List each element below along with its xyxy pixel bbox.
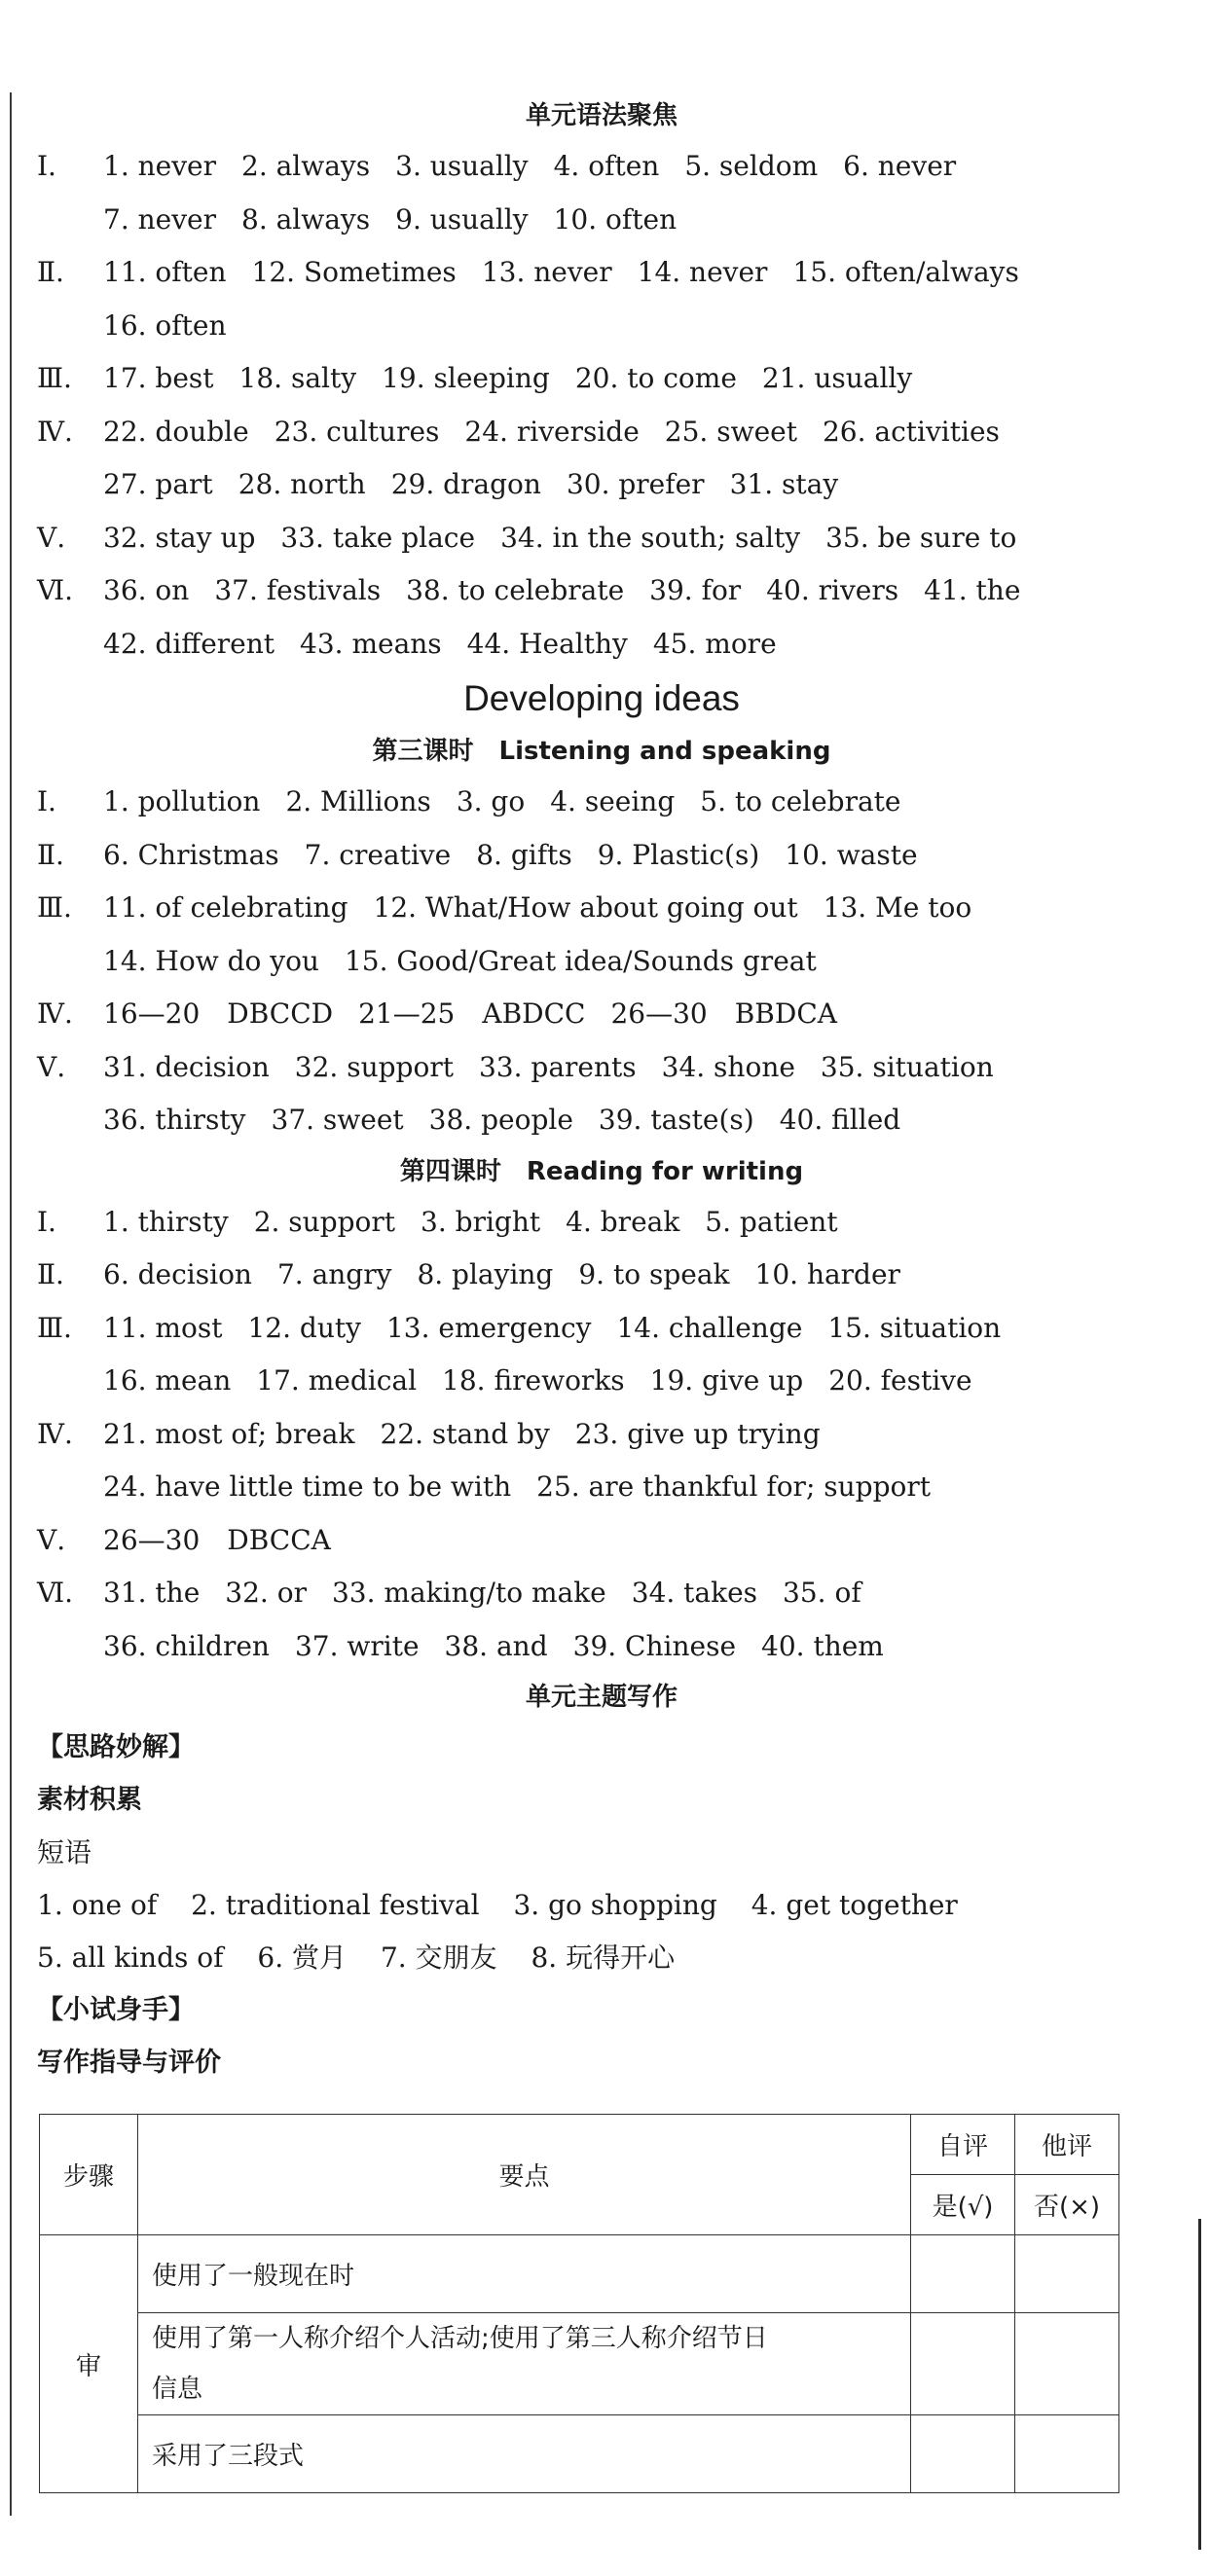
lesson3-title: 第三课时 Listening and speaking [372, 737, 831, 766]
answer-item: 39. for [649, 574, 742, 606]
roman-numeral: Ⅰ. [37, 1205, 56, 1238]
header-yes: 是(√) [911, 2175, 1015, 2235]
phrase-item: 4. get together [751, 1889, 958, 1921]
answer-item: 9. usually [395, 202, 529, 236]
answer-row [37, 1514, 1127, 1568]
answer-item: 25. are thankful for; support [536, 1470, 932, 1503]
lesson3-answers [37, 776, 1127, 1147]
answer-row [37, 300, 1127, 353]
roman-numeral: Ⅴ. [37, 1050, 66, 1083]
answer-item: 12. What/How about going out [373, 891, 798, 924]
answer-item: 22. stand by [380, 1417, 550, 1450]
answer-item: 34. shone [661, 1050, 795, 1083]
answer-item: 37. sweet [271, 1104, 404, 1136]
answer-item: 36. thirsty [103, 1104, 246, 1136]
answer-item: 20. to come [574, 362, 737, 394]
developing-ideas-title: Developing ideas [463, 678, 740, 718]
right-margin-rule [1198, 2219, 1201, 2550]
answer-row [37, 1041, 1127, 1095]
answer-items [103, 1094, 926, 1147]
answer-item: 40. rivers [766, 574, 899, 606]
answer-item: 13. emergency [385, 1311, 592, 1344]
answer-item: 1. never [103, 150, 216, 182]
answer-row [37, 935, 1127, 989]
answer-item: 5. patient [705, 1205, 838, 1238]
grammar-section-title: 单元语法聚焦 [525, 101, 678, 130]
roman-numeral: Ⅵ. [37, 574, 74, 606]
answer-page [37, 91, 1127, 2089]
answer-item: 10. often [553, 202, 678, 236]
answer-row [37, 564, 1127, 618]
answer-item: 35. be sure to [825, 521, 1017, 554]
answer-row [37, 1196, 1127, 1250]
phrase-item: 6. 赏月 [257, 1941, 348, 1974]
answer-item: 33. take place [280, 521, 476, 554]
answer-item: 7. never [103, 202, 216, 236]
answer-items [103, 1461, 956, 1514]
step-cell: 审 [40, 2235, 138, 2493]
answer-item: 31. stay [729, 468, 839, 500]
answer-item: 14. How do you [103, 944, 319, 977]
phrase-item: 3. go shopping [513, 1889, 717, 1921]
answer-item: 35. of [783, 1577, 861, 1609]
answer-row [37, 352, 1127, 406]
answer-row [37, 988, 1127, 1041]
answer-item: 14. challenge [616, 1311, 803, 1344]
answer-row [37, 829, 1127, 883]
answer-row [37, 194, 1127, 247]
point-text: 信息 [152, 2375, 203, 2404]
roman-numeral: Ⅲ. [37, 891, 72, 924]
answer-items [103, 1620, 909, 1674]
phrase-line-1 [37, 1879, 1127, 1932]
answer-item: 3. bright [421, 1205, 541, 1238]
roman-numeral: Ⅴ. [37, 521, 66, 554]
answer-item: 5. seldom [684, 150, 819, 182]
answer-item: 1. thirsty [103, 1205, 229, 1238]
answer-item: 8. gifts [476, 838, 572, 871]
answer-item: 19. give up [649, 1364, 804, 1397]
answer-item: 42. different [103, 627, 275, 660]
answer-item: 13. never [481, 256, 612, 288]
answer-row [37, 618, 1127, 671]
header-self-eval: 自评 [911, 2115, 1015, 2175]
roman-numeral: Ⅳ. [37, 415, 73, 448]
answer-item: 25. sweet [664, 415, 797, 448]
point-text: 使用了第一人称介绍个人活动;使用了第三人称介绍节日 [152, 2324, 768, 2353]
answer-items [103, 406, 1025, 459]
answer-item: 11. most [103, 1311, 223, 1344]
answer-item: 8. always [241, 202, 371, 236]
header-step: 步骤 [40, 2115, 138, 2235]
answer-item: 7. creative [304, 838, 452, 871]
answer-item: 6. decision [103, 1258, 252, 1290]
answer-row [37, 1567, 1127, 1620]
peer-check-cell[interactable] [1015, 2415, 1119, 2493]
phrase-item: 1. one of [37, 1889, 158, 1921]
answer-row [37, 140, 1127, 194]
answer-item: 6. never [843, 150, 957, 182]
answer-item: 9. to speak [578, 1258, 730, 1290]
answer-items [103, 140, 981, 194]
idea-label: 【思路妙解】 [37, 1732, 195, 1762]
answer-item: 36. children [103, 1629, 270, 1662]
answer-items [103, 829, 943, 883]
answer-item: 3. usually [395, 150, 529, 182]
roman-numeral: Ⅱ. [37, 256, 64, 288]
answer-row [37, 1620, 1127, 1674]
answer-item: 11. of celebrating [103, 891, 348, 924]
answer-row [37, 1408, 1127, 1462]
roman-numeral: Ⅴ. [37, 1523, 66, 1556]
answer-item: 13. Me too [823, 891, 972, 924]
phrase-item: 7. 交朋友 [380, 1941, 497, 1974]
answer-items [103, 1041, 1019, 1095]
answer-item: 43. means [300, 627, 442, 660]
answer-items [103, 1408, 846, 1462]
answer-item: 10. harder [754, 1258, 900, 1290]
answer-item: 12. duty [247, 1311, 361, 1344]
answer-items [103, 776, 927, 829]
answer-item: 23. cultures [274, 415, 440, 448]
answer-item: 32. or [225, 1577, 307, 1609]
answer-item: 16. often [103, 308, 227, 342]
answer-item: 2. Millions [285, 785, 431, 817]
answer-items [103, 1567, 887, 1620]
answer-item: 14. never [637, 256, 768, 288]
phrase-item: 2. traditional festival [191, 1889, 480, 1921]
answer-items [103, 935, 842, 989]
answer-items [103, 882, 997, 935]
answer-item: 28. north [238, 468, 366, 500]
answer-row [37, 512, 1127, 565]
answer-item: 1. pollution [103, 785, 261, 817]
answer-items [103, 458, 863, 512]
answer-items [103, 300, 252, 353]
answer-item: 26—30 BBDCA [610, 998, 837, 1030]
roman-numeral: Ⅰ. [37, 150, 56, 182]
point-cell [138, 2313, 911, 2415]
self-check-cell[interactable] [911, 2415, 1015, 2493]
answer-item: 38. and [444, 1629, 548, 1662]
answer-item: 26—30 DBCCA [103, 1523, 331, 1556]
answer-items [103, 352, 937, 406]
answer-item: 22. double [103, 415, 249, 448]
answer-row [37, 1302, 1127, 1356]
answer-items [103, 618, 802, 671]
answer-items [103, 1355, 998, 1408]
answer-item: 18. fireworks [442, 1364, 625, 1397]
answer-item: 21. usually [761, 362, 913, 394]
roman-numeral: Ⅲ. [37, 362, 72, 394]
answer-items [103, 1196, 863, 1250]
answer-item: 33. parents [478, 1050, 637, 1083]
phrase-item: 5. all kinds of [37, 1941, 224, 1974]
header-points: 要点 [138, 2115, 911, 2235]
answer-item: 24. have little time to be with [103, 1470, 512, 1503]
answer-item: 19. sleeping [382, 362, 550, 394]
answer-item: 15. often/always [792, 256, 1019, 288]
grammar-answers [37, 140, 1127, 671]
answer-items [103, 194, 702, 247]
lesson4-answers [37, 1196, 1127, 1674]
answer-item: 7. angry [276, 1258, 392, 1290]
answer-item: 4. seeing [550, 785, 676, 817]
phrase-item: 8. 玩得开心 [531, 1941, 676, 1974]
guide-label: 写作指导与评价 [37, 2048, 221, 2078]
answer-item: 34. in the south; salty [500, 521, 801, 554]
try-label: 【小试身手】 [37, 1995, 195, 2025]
evaluation-table [39, 2114, 1119, 2493]
peer-check-cell[interactable] [1015, 2235, 1119, 2313]
answer-item: 2. support [253, 1205, 396, 1238]
answer-item: 5. to celebrate [700, 785, 901, 817]
answer-row [37, 406, 1127, 459]
answer-item: 15. Good/Great idea/Sounds great [344, 944, 817, 977]
answer-item: 34. takes [631, 1577, 758, 1609]
roman-numeral: Ⅰ. [37, 785, 56, 817]
writing-section-title: 单元主题写作 [525, 1683, 678, 1712]
answer-item: 40. them [761, 1629, 884, 1662]
answer-item: 39. Chinese [572, 1629, 737, 1662]
answer-item: 45. more [652, 627, 777, 660]
answer-item: 21—25 ABDCC [358, 998, 586, 1030]
material-label: 素材积累 [37, 1785, 142, 1815]
answer-row [37, 246, 1127, 300]
answer-item: 38. people [428, 1104, 573, 1136]
peer-check-cell[interactable] [1015, 2313, 1119, 2415]
answer-item: 11. often [103, 256, 227, 288]
answer-item: 16—20 DBCCD [103, 998, 334, 1030]
answer-item: 35. situation [820, 1050, 994, 1083]
answer-item: 37. write [294, 1629, 420, 1662]
answer-item: 8. playing [417, 1258, 554, 1290]
answer-item: 30. prefer [566, 468, 705, 500]
answer-item: 36. on [103, 574, 190, 606]
answer-item: 4. break [566, 1205, 680, 1238]
point-cell: 采用了三段式 [138, 2415, 911, 2493]
answer-row [37, 776, 1127, 829]
answer-items [103, 1302, 1026, 1356]
answer-items [103, 1249, 926, 1302]
roman-numeral: Ⅲ. [37, 1311, 72, 1344]
answer-items [103, 246, 1044, 300]
answer-item: 18. salty [238, 362, 357, 394]
self-check-cell[interactable] [911, 2313, 1015, 2415]
answer-item: 32. support [294, 1050, 454, 1083]
answer-item: 20. festive [828, 1364, 972, 1397]
answer-item: 12. Sometimes [251, 256, 457, 288]
phrase-line-2 [37, 1932, 1127, 1984]
answer-item: 37. festivals [214, 574, 382, 606]
answer-item: 17. medical [256, 1364, 418, 1397]
lesson4-title: 第四课时 Reading for writing [399, 1156, 804, 1186]
answer-item: 41. the [924, 574, 1021, 606]
answer-item: 23. give up trying [574, 1417, 821, 1450]
answer-item: 6. Christmas [103, 838, 279, 871]
answer-item: 31. decision [103, 1050, 270, 1083]
roman-numeral: Ⅱ. [37, 1258, 64, 1290]
answer-item: 21. most of; break [103, 1417, 355, 1450]
self-check-cell[interactable] [911, 2235, 1015, 2313]
roman-numeral: Ⅳ. [37, 998, 73, 1030]
answer-row [37, 1461, 1127, 1514]
answer-item: 9. Plastic(s) [597, 838, 760, 871]
answer-item: 15. situation [827, 1311, 1002, 1344]
answer-item: 39. taste(s) [598, 1104, 754, 1136]
phrase-label: 短语 [37, 1836, 92, 1869]
answer-item: 26. activities [822, 415, 1000, 448]
answer-items [103, 988, 862, 1041]
roman-numeral: Ⅳ. [37, 1417, 73, 1450]
answer-items [103, 1514, 356, 1568]
roman-numeral: Ⅵ. [37, 1577, 74, 1609]
answer-item: 31. the [103, 1577, 201, 1609]
answer-items [103, 512, 1042, 565]
answer-row [37, 1094, 1127, 1147]
answer-item: 4. often [553, 150, 660, 182]
answer-item: 3. go [456, 785, 526, 817]
answer-item: 32. stay up [103, 521, 256, 554]
header-peer-eval: 他评 [1015, 2115, 1119, 2175]
answer-item: 33. making/to make [331, 1577, 606, 1609]
answer-item: 40. filled [779, 1104, 901, 1136]
header-no: 否(×) [1015, 2175, 1119, 2235]
answer-item: 10. waste [785, 838, 918, 871]
answer-row [37, 1355, 1127, 1408]
roman-numeral: Ⅱ. [37, 838, 64, 871]
left-margin-rule [10, 92, 12, 2516]
answer-item: 24. riverside [464, 415, 640, 448]
answer-item: 2. always [241, 150, 371, 182]
answer-item: 29. dragon [390, 468, 541, 500]
answer-item: 27. part [103, 468, 213, 500]
answer-items [103, 564, 1045, 618]
answer-item: 17. best [103, 362, 214, 394]
point-cell: 使用了一般现在时 [138, 2235, 911, 2313]
answer-item: 38. to celebrate [406, 574, 625, 606]
answer-row [37, 882, 1127, 935]
answer-item: 16. mean [103, 1364, 232, 1397]
answer-item: 44. Healthy [466, 627, 628, 660]
answer-row [37, 458, 1127, 512]
answer-row [37, 1249, 1127, 1302]
